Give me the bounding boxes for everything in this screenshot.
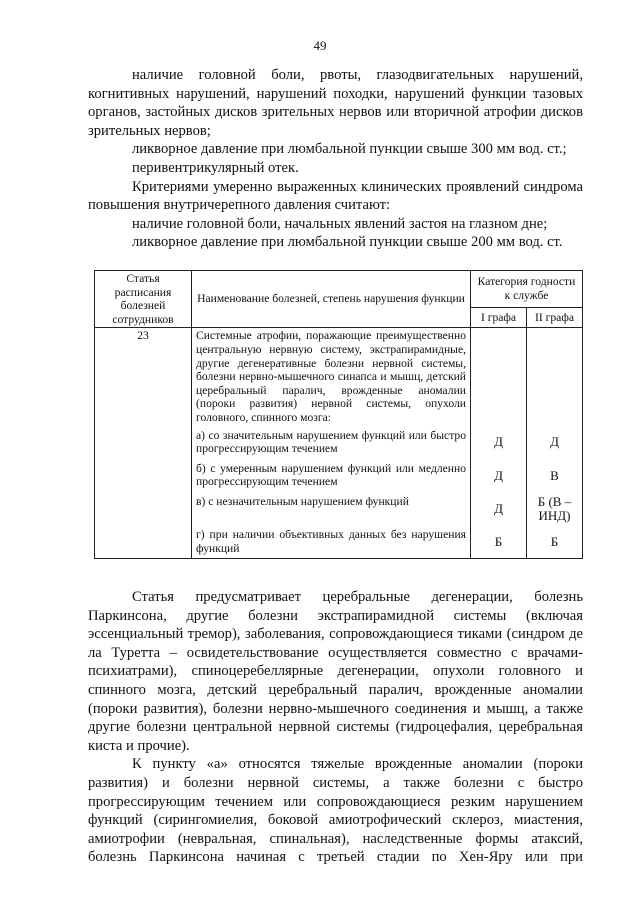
article-description: Системные атрофии, поражающие преимущественно центральную нервную систему, экстрапирамидные, другие дегенеративные болезни нервной системы, болезни нервно-мышечного синапса и мышц, детский церебральный паралич, врожденные аномалии (пороки развития) нервной системы, опухоли головного, спинного мозга: [192, 328, 471, 426]
header-col1: I графа [471, 308, 527, 328]
paragraph: К пункту «а» относятся тяжелые врожденные аномалии (пороки развития) и болезни нервной системы, а также болезни с быстро прогрессирующим течением или сопровождающиеся резким нарушением функций (сирингомиелия, боковой амиотрофический склероз, миастения, амиотрофии (невральная, спинальная), наследственные формы атаксий, болезнь Паркинсона начиная с третьей стадии по Хен-Яру или при [88, 756, 583, 866]
top-text-block [88, 66, 583, 252]
header-category: Категория годности к службе [471, 271, 583, 308]
header-col2: II графа [527, 308, 583, 328]
row-g1: Б [471, 525, 527, 559]
header-article: Статья расписания болезней сотрудников [95, 271, 192, 328]
bottom-text-block [88, 588, 583, 867]
row-g1: Д [471, 492, 527, 525]
paragraph: ликворное давление при люмбальной пункции свыше 300 мм вод. ст.; [132, 141, 567, 158]
page-number: 49 [313, 38, 327, 53]
row-g1: Д [471, 459, 527, 492]
row-text: в) с незначительным нарушением функций [192, 492, 471, 525]
row-text: б) с умеренным нарушением функций или медленно прогрессирующим течением [192, 459, 471, 492]
paragraph: Статья предусматривает церебральные дегенерации, болезнь Паркинсона, другие болезни экстрапирамидной системы (включая эссенциальный тремор), заболевания, сопровождающиеся тиками (синдром де ла Туретта – освидетельствование осуществляется совместно с врачами-психиатрами), спиноцеребеллярные дегенерации, опухоли головного и спинного мозга, детский церебральный паралич, врожденные аномалии (пороки развития), болезни нервно-мышечного соединения и мышц, а также другие болезни центральной нервной системы (гидроцефалия, церебральная киста и прочие). [88, 589, 583, 754]
paragraph: наличие головной боли, начальных явлений застоя на глазном дне; [132, 215, 548, 232]
row-g2: Б [527, 525, 583, 559]
paragraph: наличие головной боли, рвоты, глазодвигательных нарушений, когнитивных нарушений, нарушений походки, нарушений функции тазовых органов, застойных дисков зрительных нервов или вторичной атрофии дисков зрительных нервов; [88, 67, 583, 139]
row-text: г) при наличии объективных данных без нарушения функций [192, 525, 471, 559]
row-g2: Д [527, 426, 583, 459]
paragraph: перивентрикулярный отек. [132, 159, 299, 176]
row-g2: Б (В – ИНД) [527, 492, 583, 525]
paragraph: Критериями умеренно выраженных клинических проявлений синдрома повышения внутричерепного давления считают: [88, 178, 583, 214]
fitness-category-table [94, 270, 583, 559]
article-number: 23 [95, 328, 192, 559]
paragraph: ликворное давление при люмбальной пункции свыше 200 мм вод. ст. [132, 234, 563, 251]
row-g2: В [527, 459, 583, 492]
header-name: Наименование болезней, степень нарушения функции [192, 271, 471, 328]
row-text: а) со значительным нарушением функций или быстро прогрессирующим течением [192, 426, 471, 459]
row-g1: Д [471, 426, 527, 459]
